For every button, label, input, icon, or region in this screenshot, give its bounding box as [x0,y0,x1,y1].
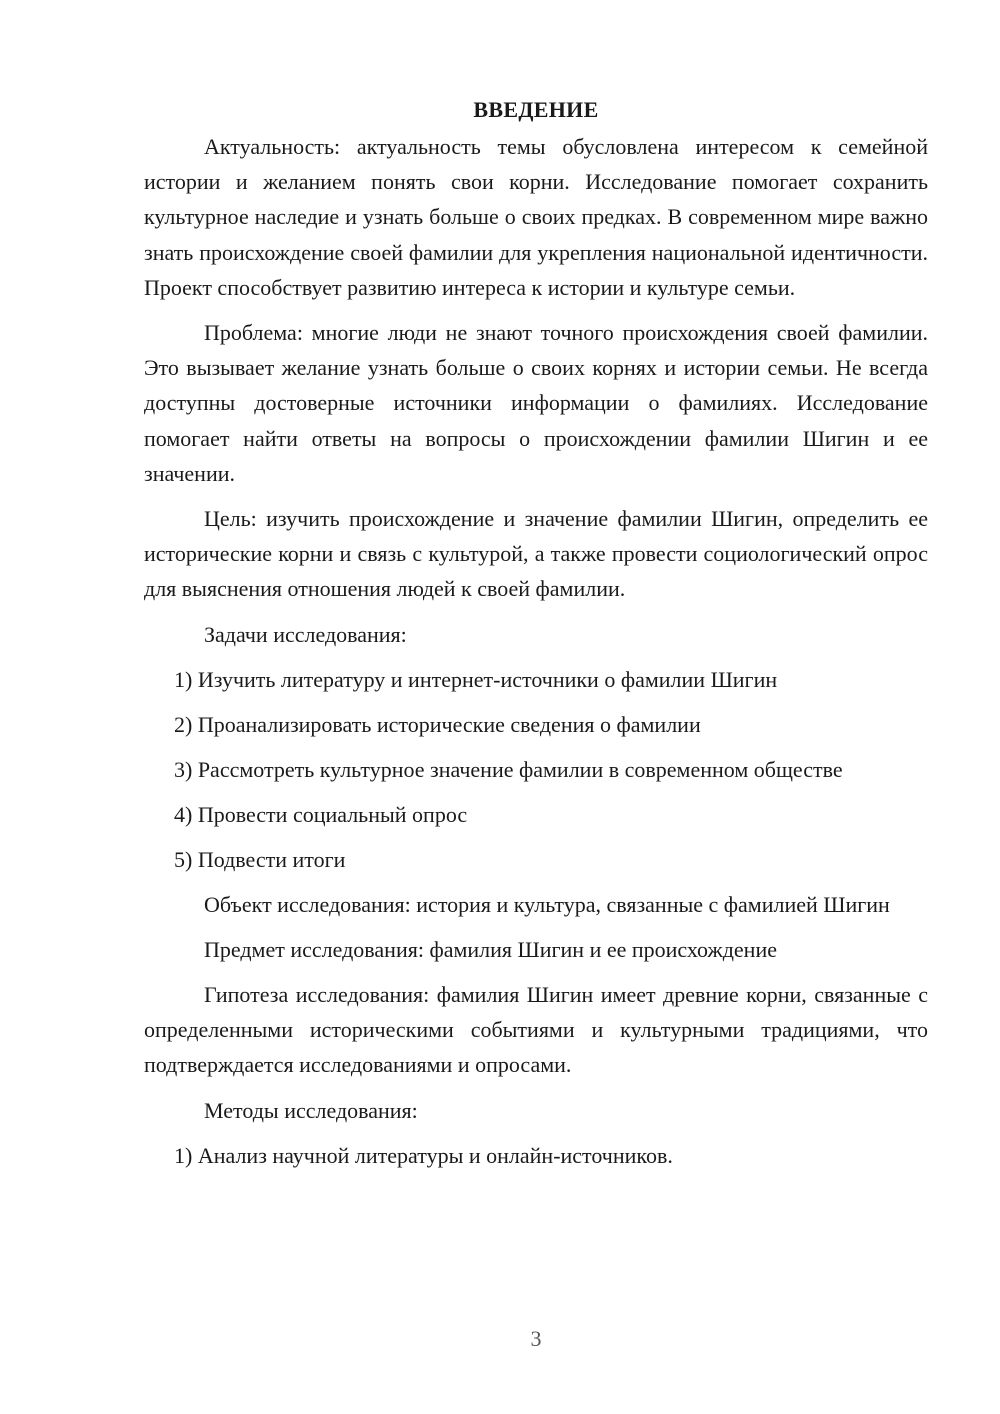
task-item-2: 2) Проанализировать исторические сведения о фамилии [174,711,701,737]
page-number: 3 [530,1326,542,1351]
task-item-4: 4) Провести социальный опрос [174,801,468,827]
methods-heading: Методы исследования: [204,1097,418,1123]
document-page [144,92,928,1183]
task-item-1: 1) Изучить литературу и интернет-источники о фамилии Шигин [174,666,778,692]
method-item-1: 1) Анализ научной литературы и онлайн-источников. [174,1142,673,1168]
page-title: ВВЕДЕНИЕ [473,97,599,122]
hypothesis-paragraph: Гипотеза исследования: фамилия Шигин имеет древние корни, связанные с определенными историческими событиями и культурными традициями, что подтверждается исследованиями и опросами. [144,982,928,1078]
subject-paragraph: Предмет исследования: фамилия Шигин и ее происхождение [204,936,777,962]
task-item-3: 3) Рассмотреть культурное значение фамилии в современном обществе [174,756,843,782]
goal-paragraph: Цель: изучить происхождение и значение фамилии Шигин, определить ее исторические корни и связь с культурой, а также провести социологический опрос для выяснения отношения людей к своей фамилии. [144,506,928,602]
problem-paragraph: Проблема: многие люди не знают точного происхождения своей фамилии. Это вызывает желание узнать больше о своих корнях и истории семьи. Не всегда доступны достоверные источники информации о фамилиях. Исследование помогает найти ответы на вопросы о происхождении фамилии Шигин и ее значении. [144,320,928,486]
task-item-5: 5) Подвести итоги [174,846,346,872]
object-paragraph: Объект исследования: история и культура, связанные с фамилией Шигин [204,891,890,917]
relevance-paragraph: Актуальность: актуальность темы обусловлена интересом к семейной истории и желанием понять свои корни. Исследование помогает сохранить культурное наследие и узнать больше о своих предках. В современном мире важно знать происхождение своей фамилии для укрепления национальной идентичности. Проект способствует развитию интереса к истории и культуре семьи. [144,134,928,300]
tasks-heading: Задачи исследования: [204,621,407,647]
